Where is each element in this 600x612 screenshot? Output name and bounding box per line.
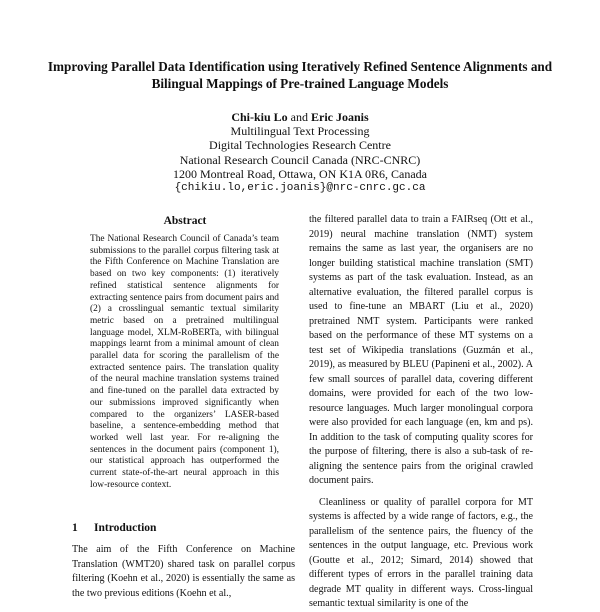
body-paragraph: Cleanliness or quality of parallel corpora for MT systems is affected by a wide range of factors, e.g., the parallelism of the sentence pairs, the fluency of the sentences in the output language, etc. Previous work (Goutte et al., 2012; Simard, 2014) showed that different types of errors in the parallel training data degrade MT quality in different ways. Cross-lingual semantic textual similarity is one of the — [309, 496, 533, 609]
author-conjunction: and — [290, 110, 308, 124]
author-first: Chi-kiu Lo — [231, 110, 288, 124]
introduction-body — [72, 543, 295, 601]
introduction-text: The aim of the Fifth Conference on Machine Translation (WMT20) shared task on parallel corpus filtering (Koehn et al., 2020) is essentially the same as the two previous editions (Koehn et al., — [72, 544, 295, 599]
affiliation-line: 1200 Montreal Road, Ottawa, ON K1A 0R6, Canada — [173, 166, 427, 181]
section-title: Introduction — [94, 522, 157, 534]
author-second: Eric Joanis — [311, 110, 369, 124]
section-heading-introduction — [72, 522, 156, 534]
author-email: {chikiu.lo,eric.joanis}@nrc-cnrc.gc.ca — [174, 182, 426, 195]
right-column — [309, 213, 533, 612]
abstract-body — [90, 234, 279, 491]
author-names — [40, 110, 560, 124]
affiliation-line: Multilingual Text Processing — [230, 124, 370, 139]
affiliation-line: Digital Technologies Research Centre — [209, 138, 391, 153]
section-number: 1 — [72, 522, 78, 534]
abstract-heading: Abstract — [163, 215, 207, 227]
abstract-text: The National Research Council of Canada’s team submissions to the parallel corpus filtering task at the Fifth Conference on Machine Translation are based on two key components: (1) iteratively refined statistical sentence alignments for extracting sentence pairs from document pairs and (2) a crosslingual semantic textual similarity metric based on a pretrained multilingual language model, XLM-RoBERTa, with bilingual mappings learnt from a minimal amount of clean parallel data for scoring the parallelism of the extracted sentence pairs. The translation quality of the neural machine translation systems trained and fine-tuned on the parallel data extracted by our submissions improved significantly when compared to the organizers’ LASER-based baseline, a sentence-embedding method that worked well last year. For re-aligning the sentences in the document pairs (component 1), our statistical approach has outperformed the current state-of-the-art neural approach in this low-resource context. — [90, 234, 279, 490]
affiliation-line: National Research Council Canada (NRC-CNRC) — [179, 152, 421, 167]
body-paragraph: the filtered parallel data to train a FAIRseq (Ott et al., 2019) neural machine translation (NMT) system remains the same as last year, the organisers are no longer building statistical machine translation (SMT) systems as part of the task evaluation. Instead, as an alternative evaluation, the filtered parallel corpus is used to fine-tune an MBART (Liu et al., 2020) pretrained NMT system. Participants were ranked based on the performance of these MT systems on a test set of Wikipedia translations (Guzmán et al., 2019), as measured by BLEU (Papineni et al., 2002). A few small sources of parallel data, covering different domains, were provided for each of the two low-resource languages. Much larger monolingual corpora were also provided for each language (en, km and ps). In addition to the task of computing quality scores for the purpose of filtering, there is also a sub-task of re-aligning the sentence pairs from the original crawled document pairs. — [309, 214, 533, 486]
paper-title: Improving Parallel Data Identification using Iteratively Refined Sentence Alignments and Bilingual Mappings of Pre-trained Language Models — [47, 59, 553, 91]
author-block — [40, 110, 560, 195]
